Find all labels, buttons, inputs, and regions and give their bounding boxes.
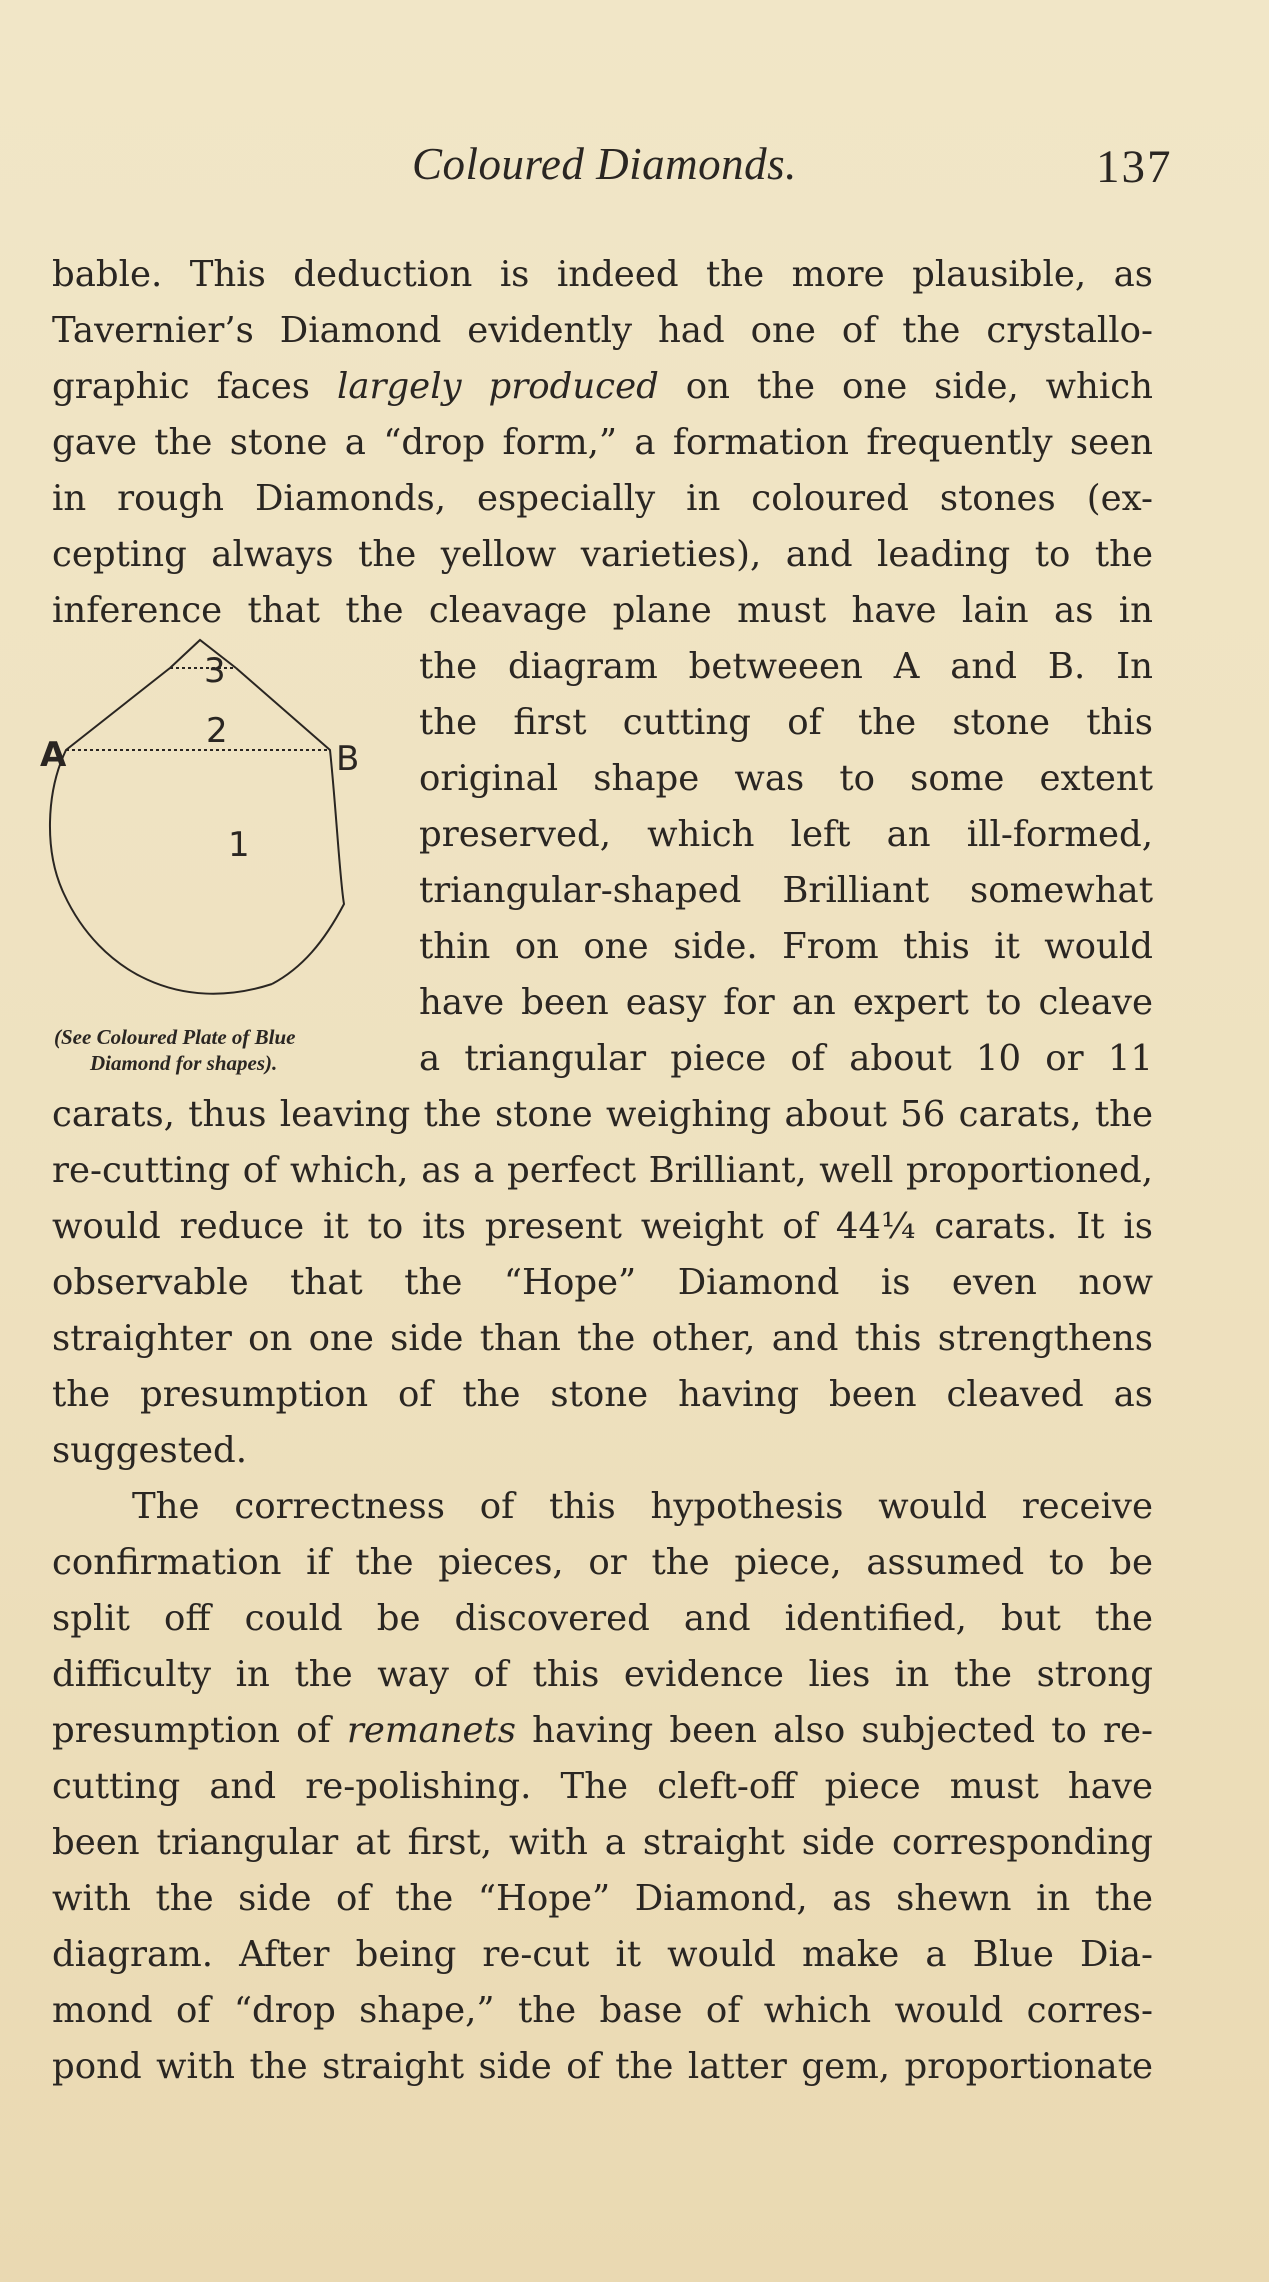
- emphasis-largely-produced: largely produced: [336, 366, 659, 407]
- text-line: The correctness of this hypothesis would receive: [132, 1486, 1153, 1527]
- text-line: [52, 359, 1153, 415]
- text-line: Tavernier’s Diamond evidently had one of the crystallo-: [52, 310, 1153, 351]
- text-line: thin on one side. From this it would: [419, 926, 1153, 967]
- text-line: carats, thus leaving the stone weighing about 56 carats, the: [52, 1094, 1153, 1135]
- diagram-label-b: B: [336, 739, 360, 779]
- text-run: on the one side, which: [658, 366, 1153, 407]
- running-title: Coloured Diamonds.: [412, 139, 797, 189]
- text-line: mond of “drop shape,” the base of which would corres-: [52, 1990, 1153, 2031]
- caption-line: Diamond for shapes).: [90, 1051, 278, 1075]
- text-line: difficulty in the way of this evidence lies in the strong: [52, 1654, 1153, 1695]
- running-head: [0, 138, 1269, 198]
- text-line: bable. This deduction is indeed the more plausible, as: [52, 254, 1153, 295]
- text-line: a triangular piece of about 10 or 11: [419, 1038, 1153, 1079]
- text-line: original shape was to some extent: [419, 758, 1153, 799]
- text-line: straighter on one side than the other, and this strengthens: [52, 1318, 1153, 1359]
- text-line: re-cutting of which, as a perfect Brilliant, well proportioned,: [52, 1150, 1153, 1191]
- text-line: observable that the “Hope” Diamond is even now: [52, 1262, 1153, 1303]
- text-line: the presumption of the stone having been cleaved as: [52, 1374, 1153, 1415]
- caption-line: (See Coloured Plate of Blue: [54, 1025, 296, 1049]
- text-line: would reduce it to its present weight of 44¼ carats. It is: [52, 1206, 1153, 1247]
- diagram-label-2: 2: [206, 711, 228, 751]
- text-line: triangular-shaped Brilliant somewhat: [419, 870, 1153, 911]
- text-line: cepting always the yellow varieties), and leading to the: [52, 534, 1153, 575]
- text-line: split off could be discovered and identified, but the: [52, 1598, 1153, 1639]
- diagram-label-3: 3: [204, 651, 226, 691]
- text-line: pond with the straight side of the latter gem, proportionate: [52, 2046, 1153, 2087]
- text-line: with the side of the “Hope” Diamond, as shewn in the: [52, 1878, 1153, 1919]
- text-line: preserved, which left an ill-formed,: [419, 814, 1153, 855]
- page-number: 137: [1096, 141, 1173, 193]
- text-line: inference that the cleavage plane must have lain as in: [52, 590, 1153, 631]
- text-run: having been also subjected to re-: [516, 1710, 1153, 1751]
- diagram-label-a: A: [40, 735, 67, 775]
- text-line: have been easy for an expert to cleave: [419, 982, 1153, 1023]
- text-line: the diagram betweeen A and B. In: [419, 646, 1153, 687]
- text-line: been triangular at first, with a straight side corresponding: [52, 1822, 1153, 1863]
- text-run: graphic faces: [52, 366, 337, 407]
- emphasis-remanets: remanets: [346, 1710, 517, 1751]
- diamond-cleavage-diagram: [40, 632, 390, 1092]
- text-run: presumption of: [52, 1710, 347, 1751]
- text-line: gave the stone a “drop form,” a formation frequently seen: [52, 422, 1153, 463]
- text-line: cutting and re-polishing. The cleft-off piece must have: [52, 1766, 1153, 1807]
- diagram-caption: [54, 1024, 384, 1076]
- text-line: suggested.: [52, 1430, 248, 1471]
- diagram-label-1: 1: [228, 825, 250, 865]
- text-line: confirmation if the pieces, or the piece, assumed to be: [52, 1542, 1153, 1583]
- text-line: [52, 1703, 1153, 1759]
- text-line: the first cutting of the stone this: [419, 702, 1153, 743]
- text-line: in rough Diamonds, especially in coloured stones (ex-: [52, 478, 1153, 519]
- text-line: diagram. After being re-cut it would make a Blue Dia-: [52, 1934, 1153, 1975]
